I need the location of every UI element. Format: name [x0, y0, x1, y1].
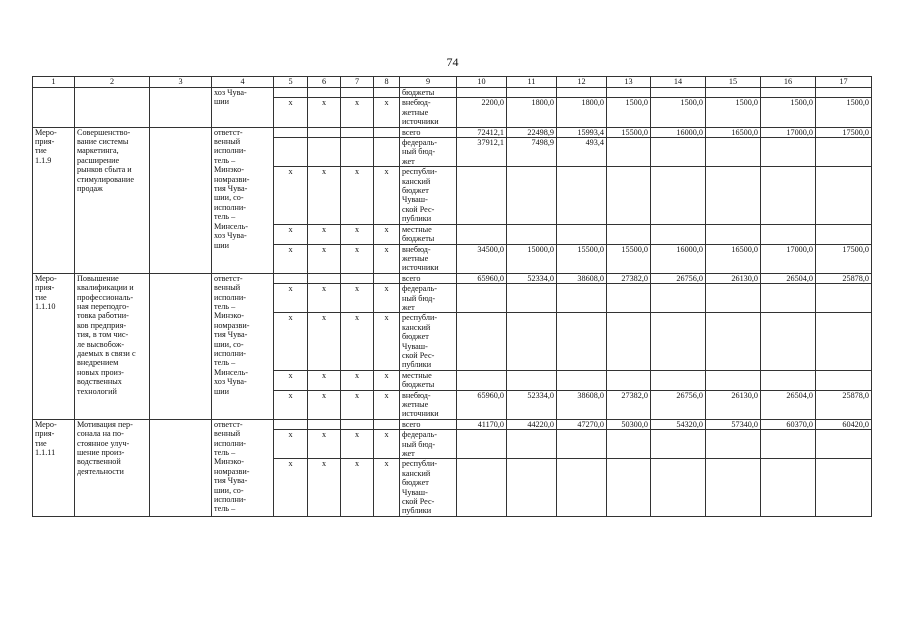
amount-cell — [507, 370, 557, 390]
amount-cell: 17000,0 — [761, 244, 816, 273]
amount-cell: 44220,0 — [507, 419, 557, 429]
measure-code-cell: Меро- прия- тие 1.1.10 — [33, 273, 75, 419]
amount-cell — [706, 224, 761, 244]
amount-cell: 26756,0 — [651, 390, 706, 419]
amount-cell — [761, 313, 816, 370]
amount-cell: 15500,0 — [607, 127, 651, 137]
amount-cell — [651, 459, 706, 516]
amount-cell: 26504,0 — [761, 390, 816, 419]
amount-cell — [816, 88, 872, 98]
amount-cell — [557, 284, 607, 313]
amount-cell: 493,4 — [557, 138, 607, 167]
amount-cell — [651, 88, 706, 98]
amount-cell — [457, 459, 507, 516]
amount-cell: 72412,1 — [457, 127, 507, 137]
measure-name-cell: Повышение квалификации и профессиональ- ная переподго- товка работни- ков предприя- тия, в том чис- ле высвобож- даемых в связи с внедрением новых произ- водственных технологий — [75, 273, 150, 419]
amount-cell — [651, 138, 706, 167]
amount-cell — [706, 459, 761, 516]
page-number: 74 — [446, 55, 459, 69]
funding-source-cell: внебюд- жетные источники — [400, 98, 457, 127]
x-mark-cell: х — [274, 313, 308, 370]
x-mark-cell: х — [374, 370, 400, 390]
x-mark-cell — [308, 88, 341, 98]
amount-cell: 1500,0 — [816, 98, 872, 127]
amount-cell — [761, 459, 816, 516]
amount-cell: 15000,0 — [507, 244, 557, 273]
funding-source-cell: внебюд- жетные источники — [400, 244, 457, 273]
x-mark-cell — [308, 127, 341, 137]
funding-source-cell: бюджеты — [400, 88, 457, 98]
amount-cell — [706, 430, 761, 459]
amount-cell — [607, 313, 651, 370]
column-header: 16 — [761, 77, 816, 88]
amount-cell — [607, 138, 651, 167]
amount-cell — [761, 370, 816, 390]
measure-name-cell: Мотивация пер- сонала на по- стоянное улуч- шение произ- водственной деятельности — [75, 419, 150, 516]
amount-cell: 1800,0 — [557, 98, 607, 127]
column-header: 14 — [651, 77, 706, 88]
amount-cell — [651, 167, 706, 224]
column-header: 13 — [607, 77, 651, 88]
amount-cell: 17500,0 — [816, 127, 872, 137]
amount-cell — [761, 138, 816, 167]
funding-source-cell: федераль- ный бюд- жет — [400, 430, 457, 459]
amount-cell — [507, 459, 557, 516]
amount-cell — [507, 224, 557, 244]
amount-cell — [607, 430, 651, 459]
amount-cell: 57340,0 — [706, 419, 761, 429]
x-mark-cell: х — [308, 430, 341, 459]
funding-source-cell: федераль- ный бюд- жет — [400, 138, 457, 167]
amount-cell — [816, 370, 872, 390]
x-mark-cell: х — [274, 284, 308, 313]
amount-cell — [651, 284, 706, 313]
empty-cell — [150, 273, 212, 419]
amount-cell — [457, 167, 507, 224]
amount-cell — [557, 370, 607, 390]
amount-cell — [557, 224, 607, 244]
amount-cell — [816, 224, 872, 244]
amount-cell — [457, 430, 507, 459]
amount-cell — [607, 370, 651, 390]
amount-cell: 1500,0 — [761, 98, 816, 127]
funding-source-cell: всего — [400, 419, 457, 429]
empty-cell — [75, 88, 150, 128]
responsible-cell: ответст- венный исполни- тель – Минэко- номразви- тия Чува- шии, со- исполни- тель – Минсель- хоз Чува- шии — [212, 127, 274, 273]
amount-cell: 38608,0 — [557, 390, 607, 419]
column-header: 6 — [308, 77, 341, 88]
amount-cell: 7498,9 — [507, 138, 557, 167]
x-mark-cell: х — [341, 284, 374, 313]
amount-cell — [457, 88, 507, 98]
amount-cell — [816, 459, 872, 516]
table-row — [33, 419, 872, 429]
x-mark-cell: х — [341, 244, 374, 273]
funding-source-cell: местные бюджеты — [400, 224, 457, 244]
column-header: 11 — [507, 77, 557, 88]
column-header: 4 — [212, 77, 274, 88]
x-mark-cell: х — [308, 459, 341, 516]
amount-cell — [607, 167, 651, 224]
x-mark-cell: х — [308, 244, 341, 273]
funding-source-cell: всего — [400, 273, 457, 283]
x-mark-cell: х — [341, 167, 374, 224]
amount-cell: 34500,0 — [457, 244, 507, 273]
x-mark-cell — [341, 419, 374, 429]
amount-cell: 17500,0 — [816, 244, 872, 273]
x-mark-cell: х — [274, 244, 308, 273]
column-header: 3 — [150, 77, 212, 88]
x-mark-cell — [341, 127, 374, 137]
amount-cell: 17000,0 — [761, 127, 816, 137]
amount-cell — [607, 459, 651, 516]
responsible-cell: ответст- венный исполни- тель – Минэко- номразви- тия Чува- шии, со- исполни- тель – — [212, 419, 274, 516]
funding-source-cell: местные бюджеты — [400, 370, 457, 390]
amount-cell: 65960,0 — [457, 273, 507, 283]
amount-cell: 26756,0 — [651, 273, 706, 283]
amount-cell: 27382,0 — [607, 390, 651, 419]
x-mark-cell: х — [274, 459, 308, 516]
x-mark-cell: х — [374, 244, 400, 273]
funding-source-cell: республи- канский бюджет Чуваш- ской Рес- публики — [400, 459, 457, 516]
responsible-cell: ответст- венный исполни- тель – Минэко- номразви- тия Чува- шии, со- исполни- тель – Минсель- хоз Чува- шии — [212, 273, 274, 419]
x-mark-cell: х — [341, 313, 374, 370]
x-mark-cell — [341, 273, 374, 283]
measure-name-cell: Совершенство- вание системы маркетинга, расширение рынков сбыта и стимулирование продаж — [75, 127, 150, 273]
amount-cell — [761, 430, 816, 459]
amount-cell — [457, 313, 507, 370]
responsible-cell: хоз Чува- шии — [212, 88, 274, 128]
funding-source-cell: федераль- ный бюд- жет — [400, 284, 457, 313]
amount-cell: 1500,0 — [651, 98, 706, 127]
amount-cell — [607, 88, 651, 98]
amount-cell — [706, 167, 761, 224]
amount-cell — [507, 313, 557, 370]
x-mark-cell: х — [374, 390, 400, 419]
amount-cell: 60420,0 — [816, 419, 872, 429]
program-measures-table — [32, 76, 872, 517]
amount-cell — [651, 430, 706, 459]
x-mark-cell — [274, 273, 308, 283]
amount-cell: 2200,0 — [457, 98, 507, 127]
column-header: 5 — [274, 77, 308, 88]
x-mark-cell — [374, 127, 400, 137]
x-mark-cell: х — [341, 370, 374, 390]
table-row — [33, 88, 872, 98]
column-header: 7 — [341, 77, 374, 88]
amount-cell — [651, 224, 706, 244]
amount-cell: 15500,0 — [557, 244, 607, 273]
amount-cell — [557, 430, 607, 459]
table-row — [33, 273, 872, 283]
amount-cell — [507, 430, 557, 459]
amount-cell: 25878,0 — [816, 390, 872, 419]
amount-cell: 22498,9 — [507, 127, 557, 137]
x-mark-cell — [308, 138, 341, 167]
amount-cell — [507, 284, 557, 313]
x-mark-cell — [308, 273, 341, 283]
amount-cell: 47270,0 — [557, 419, 607, 429]
column-header: 12 — [557, 77, 607, 88]
amount-cell: 16500,0 — [706, 244, 761, 273]
x-mark-cell: х — [341, 98, 374, 127]
amount-cell — [706, 138, 761, 167]
amount-cell: 25878,0 — [816, 273, 872, 283]
x-mark-cell — [274, 419, 308, 429]
empty-cell — [150, 127, 212, 273]
amount-cell: 26130,0 — [706, 390, 761, 419]
x-mark-cell — [274, 88, 308, 98]
x-mark-cell: х — [274, 390, 308, 419]
amount-cell: 60370,0 — [761, 419, 816, 429]
funding-source-cell: внебюд- жетные источники — [400, 390, 457, 419]
column-header: 9 — [400, 77, 457, 88]
amount-cell: 38608,0 — [557, 273, 607, 283]
amount-cell — [507, 88, 557, 98]
amount-cell: 16000,0 — [651, 127, 706, 137]
x-mark-cell: х — [341, 390, 374, 419]
x-mark-cell — [308, 419, 341, 429]
amount-cell: 52334,0 — [507, 390, 557, 419]
amount-cell — [507, 167, 557, 224]
amount-cell: 41170,0 — [457, 419, 507, 429]
empty-cell — [150, 419, 212, 516]
amount-cell — [457, 370, 507, 390]
x-mark-cell — [374, 273, 400, 283]
x-mark-cell — [341, 88, 374, 98]
amount-cell — [761, 167, 816, 224]
amount-cell — [607, 224, 651, 244]
empty-cell — [150, 88, 212, 128]
amount-cell — [651, 313, 706, 370]
x-mark-cell: х — [308, 224, 341, 244]
amount-cell — [607, 284, 651, 313]
table-row — [33, 127, 872, 137]
amount-cell — [651, 370, 706, 390]
measure-code-cell: Меро- прия- тие 1.1.9 — [33, 127, 75, 273]
amount-cell — [706, 284, 761, 313]
amount-cell — [457, 224, 507, 244]
amount-cell — [761, 284, 816, 313]
column-header: 17 — [816, 77, 872, 88]
amount-cell: 15993,4 — [557, 127, 607, 137]
amount-cell — [816, 284, 872, 313]
amount-cell: 26504,0 — [761, 273, 816, 283]
funding-source-cell: республи- канский бюджет Чуваш- ской Рес- публики — [400, 167, 457, 224]
amount-cell: 16500,0 — [706, 127, 761, 137]
amount-cell — [816, 430, 872, 459]
x-mark-cell: х — [274, 224, 308, 244]
column-header: 1 — [33, 77, 75, 88]
amount-cell: 65960,0 — [457, 390, 507, 419]
measure-code-cell: Меро- прия- тие 1.1.11 — [33, 419, 75, 516]
x-mark-cell: х — [374, 167, 400, 224]
x-mark-cell — [274, 138, 308, 167]
amount-cell — [557, 88, 607, 98]
x-mark-cell: х — [374, 430, 400, 459]
amount-cell — [761, 224, 816, 244]
amount-cell — [761, 88, 816, 98]
x-mark-cell — [341, 138, 374, 167]
amount-cell — [706, 88, 761, 98]
x-mark-cell: х — [274, 167, 308, 224]
amount-cell — [457, 284, 507, 313]
x-mark-cell: х — [374, 313, 400, 370]
amount-cell — [557, 313, 607, 370]
x-mark-cell: х — [308, 167, 341, 224]
amount-cell: 26130,0 — [706, 273, 761, 283]
amount-cell — [816, 167, 872, 224]
amount-cell — [557, 167, 607, 224]
amount-cell: 1800,0 — [507, 98, 557, 127]
x-mark-cell: х — [308, 284, 341, 313]
x-mark-cell — [374, 419, 400, 429]
header-row — [33, 77, 872, 88]
amount-cell: 1500,0 — [706, 98, 761, 127]
x-mark-cell: х — [308, 390, 341, 419]
x-mark-cell: х — [374, 284, 400, 313]
x-mark-cell: х — [341, 430, 374, 459]
x-mark-cell — [374, 138, 400, 167]
amount-cell: 52334,0 — [507, 273, 557, 283]
column-header: 15 — [706, 77, 761, 88]
empty-cell — [33, 88, 75, 128]
x-mark-cell: х — [274, 98, 308, 127]
x-mark-cell: х — [374, 224, 400, 244]
amount-cell: 54320,0 — [651, 419, 706, 429]
amount-cell — [816, 138, 872, 167]
amount-cell: 1500,0 — [607, 98, 651, 127]
column-header: 10 — [457, 77, 507, 88]
amount-cell: 27382,0 — [607, 273, 651, 283]
funding-source-cell: всего — [400, 127, 457, 137]
amount-cell: 37912,1 — [457, 138, 507, 167]
x-mark-cell: х — [308, 370, 341, 390]
funding-source-cell: республи- канский бюджет Чуваш- ской Рес- публики — [400, 313, 457, 370]
amount-cell: 50300,0 — [607, 419, 651, 429]
x-mark-cell: х — [274, 430, 308, 459]
amount-cell — [706, 370, 761, 390]
x-mark-cell: х — [341, 459, 374, 516]
x-mark-cell — [374, 88, 400, 98]
x-mark-cell: х — [374, 98, 400, 127]
column-header: 2 — [75, 77, 150, 88]
amount-cell — [706, 313, 761, 370]
x-mark-cell: х — [308, 98, 341, 127]
amount-cell — [557, 459, 607, 516]
x-mark-cell: х — [274, 370, 308, 390]
column-header: 8 — [374, 77, 400, 88]
x-mark-cell: х — [374, 459, 400, 516]
amount-cell: 16000,0 — [651, 244, 706, 273]
amount-cell — [816, 313, 872, 370]
x-mark-cell: х — [308, 313, 341, 370]
amount-cell: 15500,0 — [607, 244, 651, 273]
x-mark-cell — [274, 127, 308, 137]
x-mark-cell: х — [341, 224, 374, 244]
